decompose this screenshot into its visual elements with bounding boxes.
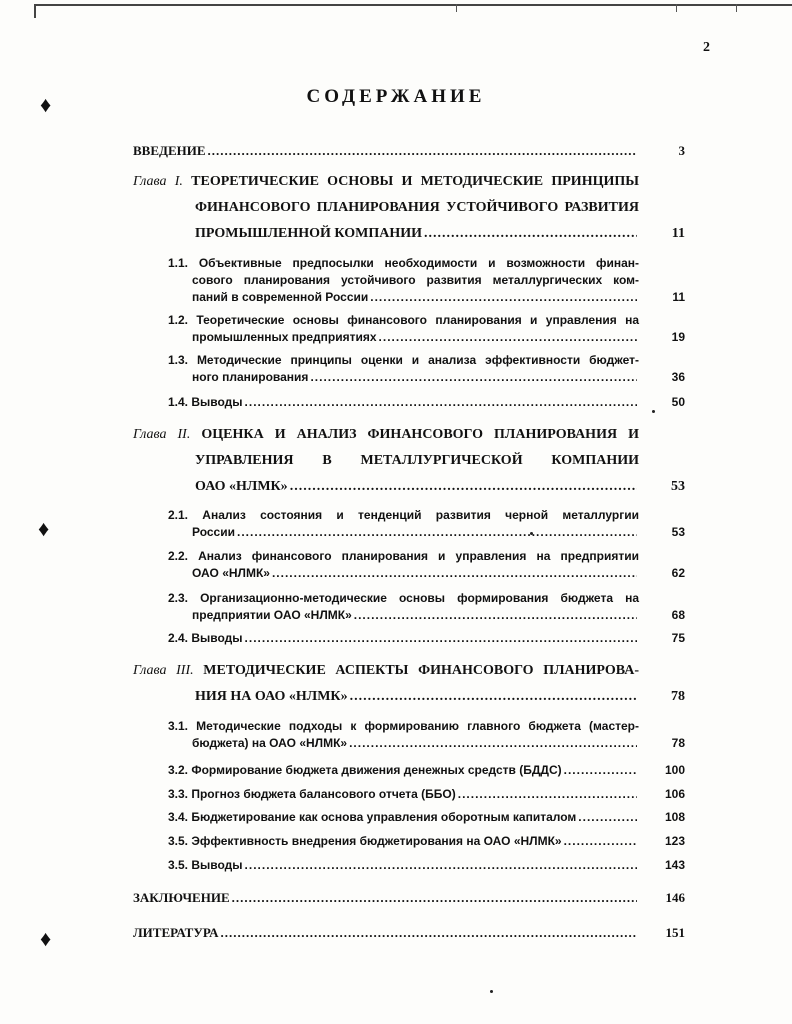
- toc-section[interactable]: [168, 809, 685, 826]
- section-title: России: [192, 525, 235, 539]
- section-title: 2.4. Выводы: [168, 631, 243, 645]
- toc-page-number: 11: [672, 290, 685, 304]
- section-title: 3.2. Формирование бюджета движения денежных средств (БДДС): [168, 763, 562, 777]
- section-line: [168, 762, 685, 779]
- toc-entry-literature[interactable]: [133, 925, 685, 941]
- toc-page-number: 78: [671, 689, 685, 704]
- toc-chapter-3[interactable]: [133, 658, 685, 710]
- section-line: 2.3. Организационно-методические основы формирования бюджета на: [168, 591, 639, 605]
- toc-section[interactable]: [168, 762, 685, 779]
- toc-page-number: 78: [671, 736, 685, 750]
- leader-dots: [232, 890, 637, 906]
- section-line: [168, 394, 685, 411]
- leader-dots: [237, 524, 637, 541]
- toc-entry-label: ВВЕДЕНИЕ: [133, 143, 206, 158]
- toc-page-number: 151: [665, 925, 685, 940]
- section-title: 3.3. Прогноз бюджета балансового отчета (ББО): [168, 787, 456, 801]
- toc-page-number: 3: [678, 143, 685, 158]
- chapter-title-line: ФИНАНСОВОГО ПЛАНИРОВАНИЯ УСТОЙЧИВОГО РАЗВИТИЯ: [195, 200, 639, 215]
- chapter-label: Глава II.: [133, 427, 191, 442]
- section-title: 3.5. Эффективность внедрения бюджетирования на ОАО «НЛМК»: [168, 834, 562, 848]
- chapter-label: Глава III.: [133, 663, 194, 678]
- chapter-title-line: [133, 658, 685, 684]
- section-line: 1.2. Теоретические основы финансового планирования и управления на: [168, 313, 639, 327]
- toc-page-number: 11: [671, 226, 685, 241]
- section-line: [168, 369, 685, 386]
- leader-dots: [370, 289, 637, 306]
- leader-dots: [458, 786, 637, 803]
- section-line: 3.1. Методические подходы к формированию главного бюджета (мастер-: [168, 719, 639, 733]
- toc-section[interactable]: [168, 394, 685, 411]
- leader-dots: [245, 394, 637, 411]
- section-line: 1.1. Объективные предпосылки необходимости и возможности финан-: [168, 256, 639, 270]
- leader-dots: [245, 857, 637, 874]
- chapter-title: ТЕОРЕТИЧЕСКИЕ ОСНОВЫ И МЕТОДИЧЕСКИЕ ПРИНЦИПЫ: [191, 174, 639, 189]
- scan-frame: [34, 4, 792, 18]
- toc-section[interactable]: [168, 590, 685, 624]
- speck: [490, 990, 493, 993]
- chapter-label: Глава I.: [133, 174, 183, 189]
- frame-tick: [676, 4, 677, 12]
- chapter-title-line: [133, 169, 685, 195]
- toc-page-number: 75: [671, 631, 685, 645]
- toc-page-number: 68: [671, 608, 685, 622]
- toc-page-number: 19: [671, 330, 685, 344]
- section-title: бюджета) на ОАО «НЛМК»: [192, 736, 348, 750]
- section-line: [168, 607, 685, 624]
- toc-entry-conclusion[interactable]: [133, 890, 685, 906]
- section-line: [168, 786, 685, 803]
- frame-tick: [456, 4, 457, 12]
- section-title: ОАО «НЛМК»: [192, 566, 270, 580]
- toc-chapter-2[interactable]: [133, 422, 685, 500]
- toc-section[interactable]: [168, 507, 685, 541]
- leader-dots: [290, 474, 637, 500]
- toc-section[interactable]: [168, 312, 685, 346]
- speck: [530, 532, 533, 535]
- leader-dots: [564, 833, 637, 850]
- toc-section[interactable]: [168, 718, 685, 752]
- toc-page-number: 106: [664, 787, 685, 801]
- frame-tick: [736, 4, 737, 12]
- toc-page-number: 108: [664, 810, 685, 824]
- toc-section[interactable]: [168, 548, 685, 582]
- section-line: [168, 833, 685, 850]
- toc-section[interactable]: [168, 630, 685, 647]
- section-line: [168, 289, 685, 306]
- binding-hole-icon: ♦: [40, 92, 52, 117]
- chapter-title: МЕТОДИЧЕСКИЕ АСПЕКТЫ ФИНАНСОВОГО ПЛАНИРОВА-: [203, 663, 639, 678]
- chapter-title: НИЯ НА ОАО «НЛМК»: [195, 689, 348, 704]
- toc-entry-label: ЛИТЕРАТУРА: [133, 925, 219, 940]
- toc-page-number: 146: [665, 890, 685, 905]
- leader-dots: [424, 221, 637, 247]
- leader-dots: [221, 925, 637, 941]
- section-title: промышленных предприятиях: [192, 330, 377, 344]
- toc-section[interactable]: [168, 255, 685, 306]
- toc-page-number: 53: [671, 479, 685, 494]
- section-title: 1.4. Выводы: [168, 395, 243, 409]
- toc-section[interactable]: [168, 352, 685, 386]
- section-line: [168, 524, 685, 541]
- chapter-title: ПРОМЫШЛЕННОЙ КОМПАНИИ: [195, 226, 422, 241]
- section-title: 3.4. Бюджетирование как основа управления оборотным капиталом: [168, 810, 577, 824]
- binding-hole-icon: ♦: [40, 926, 52, 951]
- toc-entry-label: ЗАКЛЮЧЕНИЕ: [133, 890, 230, 905]
- section-line: сового планирования устойчивого развития металлургических ком-: [192, 273, 639, 287]
- page-title: СОДЕРЖАНИЕ: [306, 86, 486, 107]
- leader-dots: [354, 607, 637, 624]
- toc-page-number: 62: [671, 566, 685, 580]
- leader-dots: [349, 735, 637, 752]
- toc-entry-intro[interactable]: [133, 143, 685, 159]
- section-line: [168, 329, 685, 346]
- section-line: 2.1. Анализ состояния и тенденций развития черной металлургии: [168, 508, 639, 522]
- leader-dots: [272, 565, 637, 582]
- toc-chapter-1[interactable]: [133, 169, 685, 247]
- toc-page-number: 53: [671, 525, 685, 539]
- toc-section[interactable]: [168, 857, 685, 874]
- chapter-title-line: [133, 474, 685, 500]
- section-line: [168, 630, 685, 647]
- chapter-title-line: [133, 221, 685, 247]
- section-line: 2.2. Анализ финансового планирования и управления на предприятии: [168, 549, 639, 563]
- section-line: [168, 735, 685, 752]
- toc-page-number: 100: [664, 763, 685, 777]
- leader-dots: [245, 630, 637, 647]
- toc-page-number: 143: [664, 858, 685, 872]
- chapter-title: ОЦЕНКА И АНАЛИЗ ФИНАНСОВОГО ПЛАНИРОВАНИЯ И: [201, 427, 640, 442]
- speck: [652, 410, 655, 413]
- chapter-title-line: УПРАВЛЕНИЯ В МЕТАЛЛУРГИЧЕСКОЙ КОМПАНИИ: [195, 453, 639, 468]
- binding-hole-icon: ♦: [38, 516, 50, 541]
- section-title: ного планирования: [192, 370, 309, 384]
- section-title: 3.5. Выводы: [168, 858, 243, 872]
- chapter-title: ОАО «НЛМК»: [195, 479, 288, 494]
- toc-section[interactable]: [168, 833, 685, 850]
- section-line: [168, 857, 685, 874]
- leader-dots: [208, 143, 637, 159]
- toc-page-number: 123: [664, 834, 685, 848]
- section-title: предприятии ОАО «НЛМК»: [192, 608, 352, 622]
- leader-dots: [578, 809, 637, 826]
- leader-dots: [350, 684, 637, 710]
- section-line: [168, 565, 685, 582]
- section-title: паний в современной России: [192, 290, 369, 304]
- toc-section[interactable]: [168, 786, 685, 803]
- toc-page-number: 50: [671, 395, 685, 409]
- toc-page-number: 36: [671, 370, 685, 384]
- leader-dots: [564, 762, 637, 779]
- leader-dots: [310, 369, 637, 386]
- page-number: 2: [703, 40, 710, 55]
- section-line: [168, 809, 685, 826]
- section-line: 1.3. Методические принципы оценки и анализа эффективности бюджет-: [168, 353, 639, 367]
- chapter-title-line: [133, 684, 685, 710]
- leader-dots: [379, 329, 637, 346]
- chapter-title-line: [133, 422, 685, 448]
